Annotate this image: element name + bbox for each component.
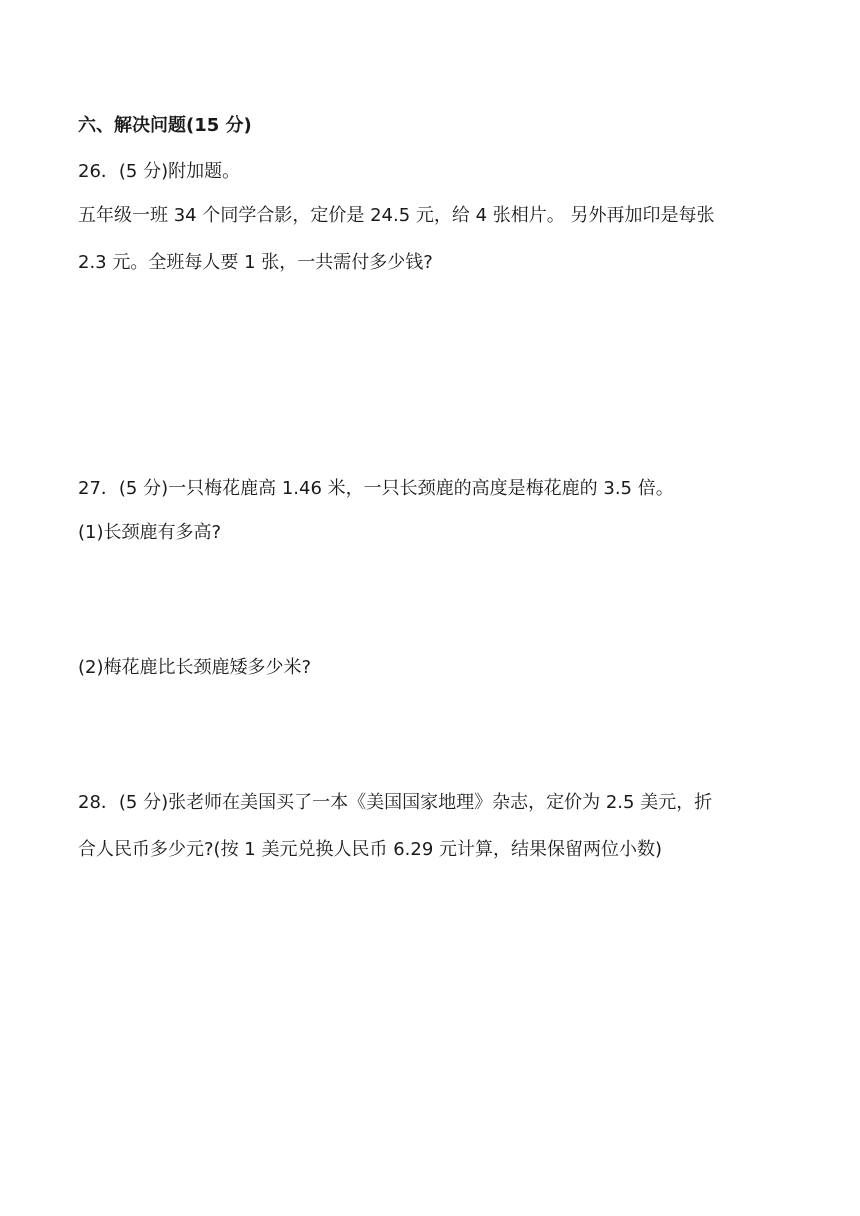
section-heading: 六、解决问题(15 分) [78,115,252,136]
question-26-title: 26．(5 分)附加题。 [78,161,241,182]
question-26-line-1: 五年级一班 34 个同学合影，定价是 24.5 元，给 4 张相片。 另外再加印是每张 [78,205,715,226]
question-28-line-1: 28．(5 分)张老师在美国买了一本《美国国家地理》杂志，定价为 2.5 美元，折 [78,792,713,813]
question-28-line-2: 合人民币多少元?(按 1 美元兑换人民币 6.29 元计算，结果保留两位小数) [78,839,663,860]
question-26-line-2: 2.3 元。全班每人要 1 张，一共需付多少钱? [78,252,433,273]
question-27-part-2: (2)梅花鹿比长颈鹿矮多少米? [78,657,312,678]
question-27-title: 27．(5 分)一只梅花鹿高 1.46 米，一只长颈鹿的高度是梅花鹿的 3.5 倍。 [78,478,674,499]
question-27-part-1: (1)长颈鹿有多高? [78,522,222,543]
